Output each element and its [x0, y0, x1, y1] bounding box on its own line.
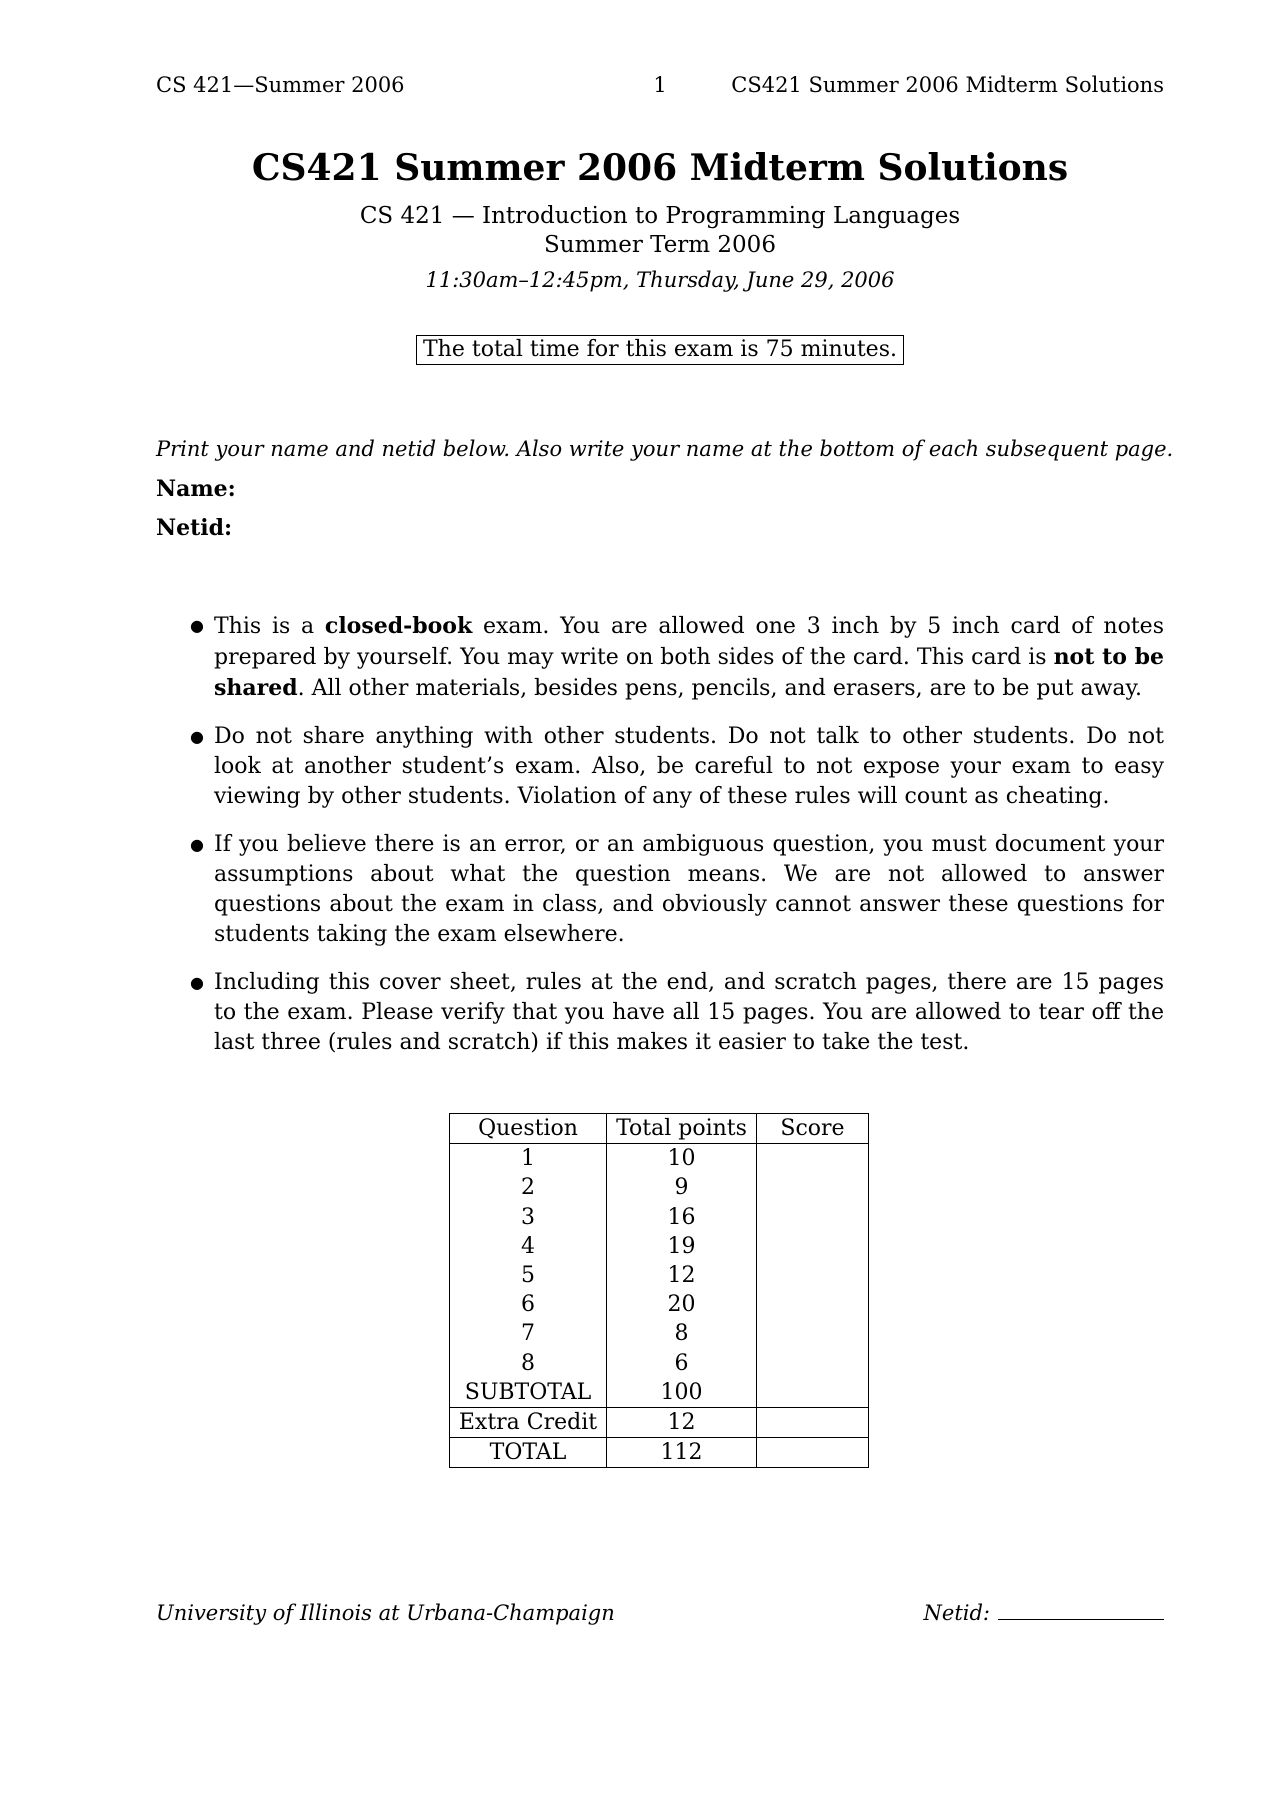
rule-text: This is a [214, 614, 325, 639]
time-notice-wrap [0, 335, 1280, 365]
print-instruction: Print your name and netid below. Also write your name at the bottom of each subsequent page. [156, 437, 1174, 461]
question-cell: 6 [450, 1290, 607, 1319]
question-cell: 5 [450, 1261, 607, 1290]
table-row [450, 1144, 869, 1174]
question-cell: 7 [450, 1319, 607, 1348]
points-cell: 112 [607, 1438, 757, 1468]
question-cell: SUBTOTAL [450, 1378, 607, 1408]
bullet-icon: ● [190, 835, 204, 854]
points-cell: 10 [607, 1144, 757, 1174]
question-cell: 4 [450, 1232, 607, 1261]
rule-text: Do not share anything with other students. Do not talk to other students. Do not look at another student’s exam. Also, be careful to not expose your exam to easy viewing by other students. Violation of any of these rules will count as cheating. [214, 724, 1164, 809]
running-header-left: CS 421—Summer 2006 [156, 73, 405, 97]
bullet-icon: ● [190, 616, 204, 635]
rule-text: . All other materials, besides pens, pencils, and erasers, are to be put away. [297, 676, 1143, 701]
table-row [450, 1349, 869, 1378]
running-header-right: CS421 Summer 2006 Midterm Solutions [731, 73, 1164, 97]
table-header-row [450, 1114, 869, 1144]
points-cell: 19 [607, 1232, 757, 1261]
table-row [450, 1203, 869, 1232]
page-number: 1 [653, 73, 667, 97]
question-cell: 2 [450, 1173, 607, 1202]
points-cell: 9 [607, 1173, 757, 1202]
score-table [449, 1113, 869, 1468]
table-row [450, 1232, 869, 1261]
rule-item-page-count [156, 968, 1164, 1058]
rule-item-no-sharing [156, 722, 1164, 812]
exam-datetime: 11:30am–12:45pm, Thursday, June 29, 2006 [425, 268, 895, 292]
score-cell [757, 1407, 869, 1437]
column-header-score: Score [757, 1114, 869, 1144]
page-title: CS421 Summer 2006 Midterm Solutions [251, 147, 1069, 189]
netid-blank-line [998, 1601, 1164, 1620]
score-cell [757, 1232, 869, 1261]
table-row-subtotal [450, 1378, 869, 1408]
name-label: Name: [156, 476, 236, 502]
points-cell: 20 [607, 1290, 757, 1319]
exam-term: Summer Term 2006 [544, 232, 776, 258]
table-row-total [450, 1438, 869, 1468]
points-cell: 100 [607, 1378, 757, 1408]
points-cell: 16 [607, 1203, 757, 1232]
table-row [450, 1261, 869, 1290]
rule-item-closed-book [156, 611, 1164, 704]
score-cell [757, 1290, 869, 1319]
score-cell [757, 1144, 869, 1174]
rule-emphasis: not to be shared [214, 644, 1164, 701]
rule-text: Including this cover sheet, rules at the end, and scratch pages, there are 15 pages to the exam. Please verify that you have all 15 pages. You are allowed to tear off the last three (rules and scratch) if this makes it easier to take the test. [214, 970, 1164, 1055]
score-cell [757, 1261, 869, 1290]
table-row [450, 1319, 869, 1348]
footer-netid [924, 1601, 1164, 1625]
table-row-extra-credit [450, 1407, 869, 1437]
netid-label: Netid: [156, 515, 233, 541]
question-cell: 3 [450, 1203, 607, 1232]
score-cell [757, 1378, 869, 1408]
question-cell: 8 [450, 1349, 607, 1378]
rule-text: If you believe there is an error, or an ambiguous question, you must document your assumptions about what the question means. We are not allowed to answer questions about the exam in class, and obviously cannot answer these questions for students taking the exam elsewhere. [214, 832, 1164, 947]
score-cell [757, 1173, 869, 1202]
column-header-question: Question [450, 1114, 607, 1144]
footer-netid-label: Netid: [923, 1601, 990, 1625]
points-cell: 12 [607, 1261, 757, 1290]
points-cell: 12 [607, 1407, 757, 1437]
time-notice-box: The total time for this exam is 75 minutes. [416, 335, 904, 365]
rules-list [156, 611, 1164, 1076]
score-cell [757, 1319, 869, 1348]
points-cell: 6 [607, 1349, 757, 1378]
course-subtitle: CS 421 — Introduction to Programming Languages [359, 203, 961, 229]
points-cell: 8 [607, 1319, 757, 1348]
rule-text: exam. You are allowed one 3 inch by 5 inch card of notes prepared by yourself. You may write on both sides of the card. This card is [214, 614, 1164, 670]
rule-emphasis: closed-book [324, 613, 473, 639]
bullet-icon: ● [190, 973, 204, 992]
footer-university: University of Illinois at Urbana-Champaign [156, 1601, 615, 1625]
rule-item-errors [156, 830, 1164, 950]
question-cell: Extra Credit [450, 1407, 607, 1437]
score-cell [757, 1438, 869, 1468]
bullet-icon: ● [190, 727, 204, 746]
question-cell: 1 [450, 1144, 607, 1174]
table-row [450, 1173, 869, 1202]
table-row [450, 1290, 869, 1319]
question-cell: TOTAL [450, 1438, 607, 1468]
column-header-total-points: Total points [607, 1114, 757, 1144]
score-cell [757, 1349, 869, 1378]
score-cell [757, 1203, 869, 1232]
